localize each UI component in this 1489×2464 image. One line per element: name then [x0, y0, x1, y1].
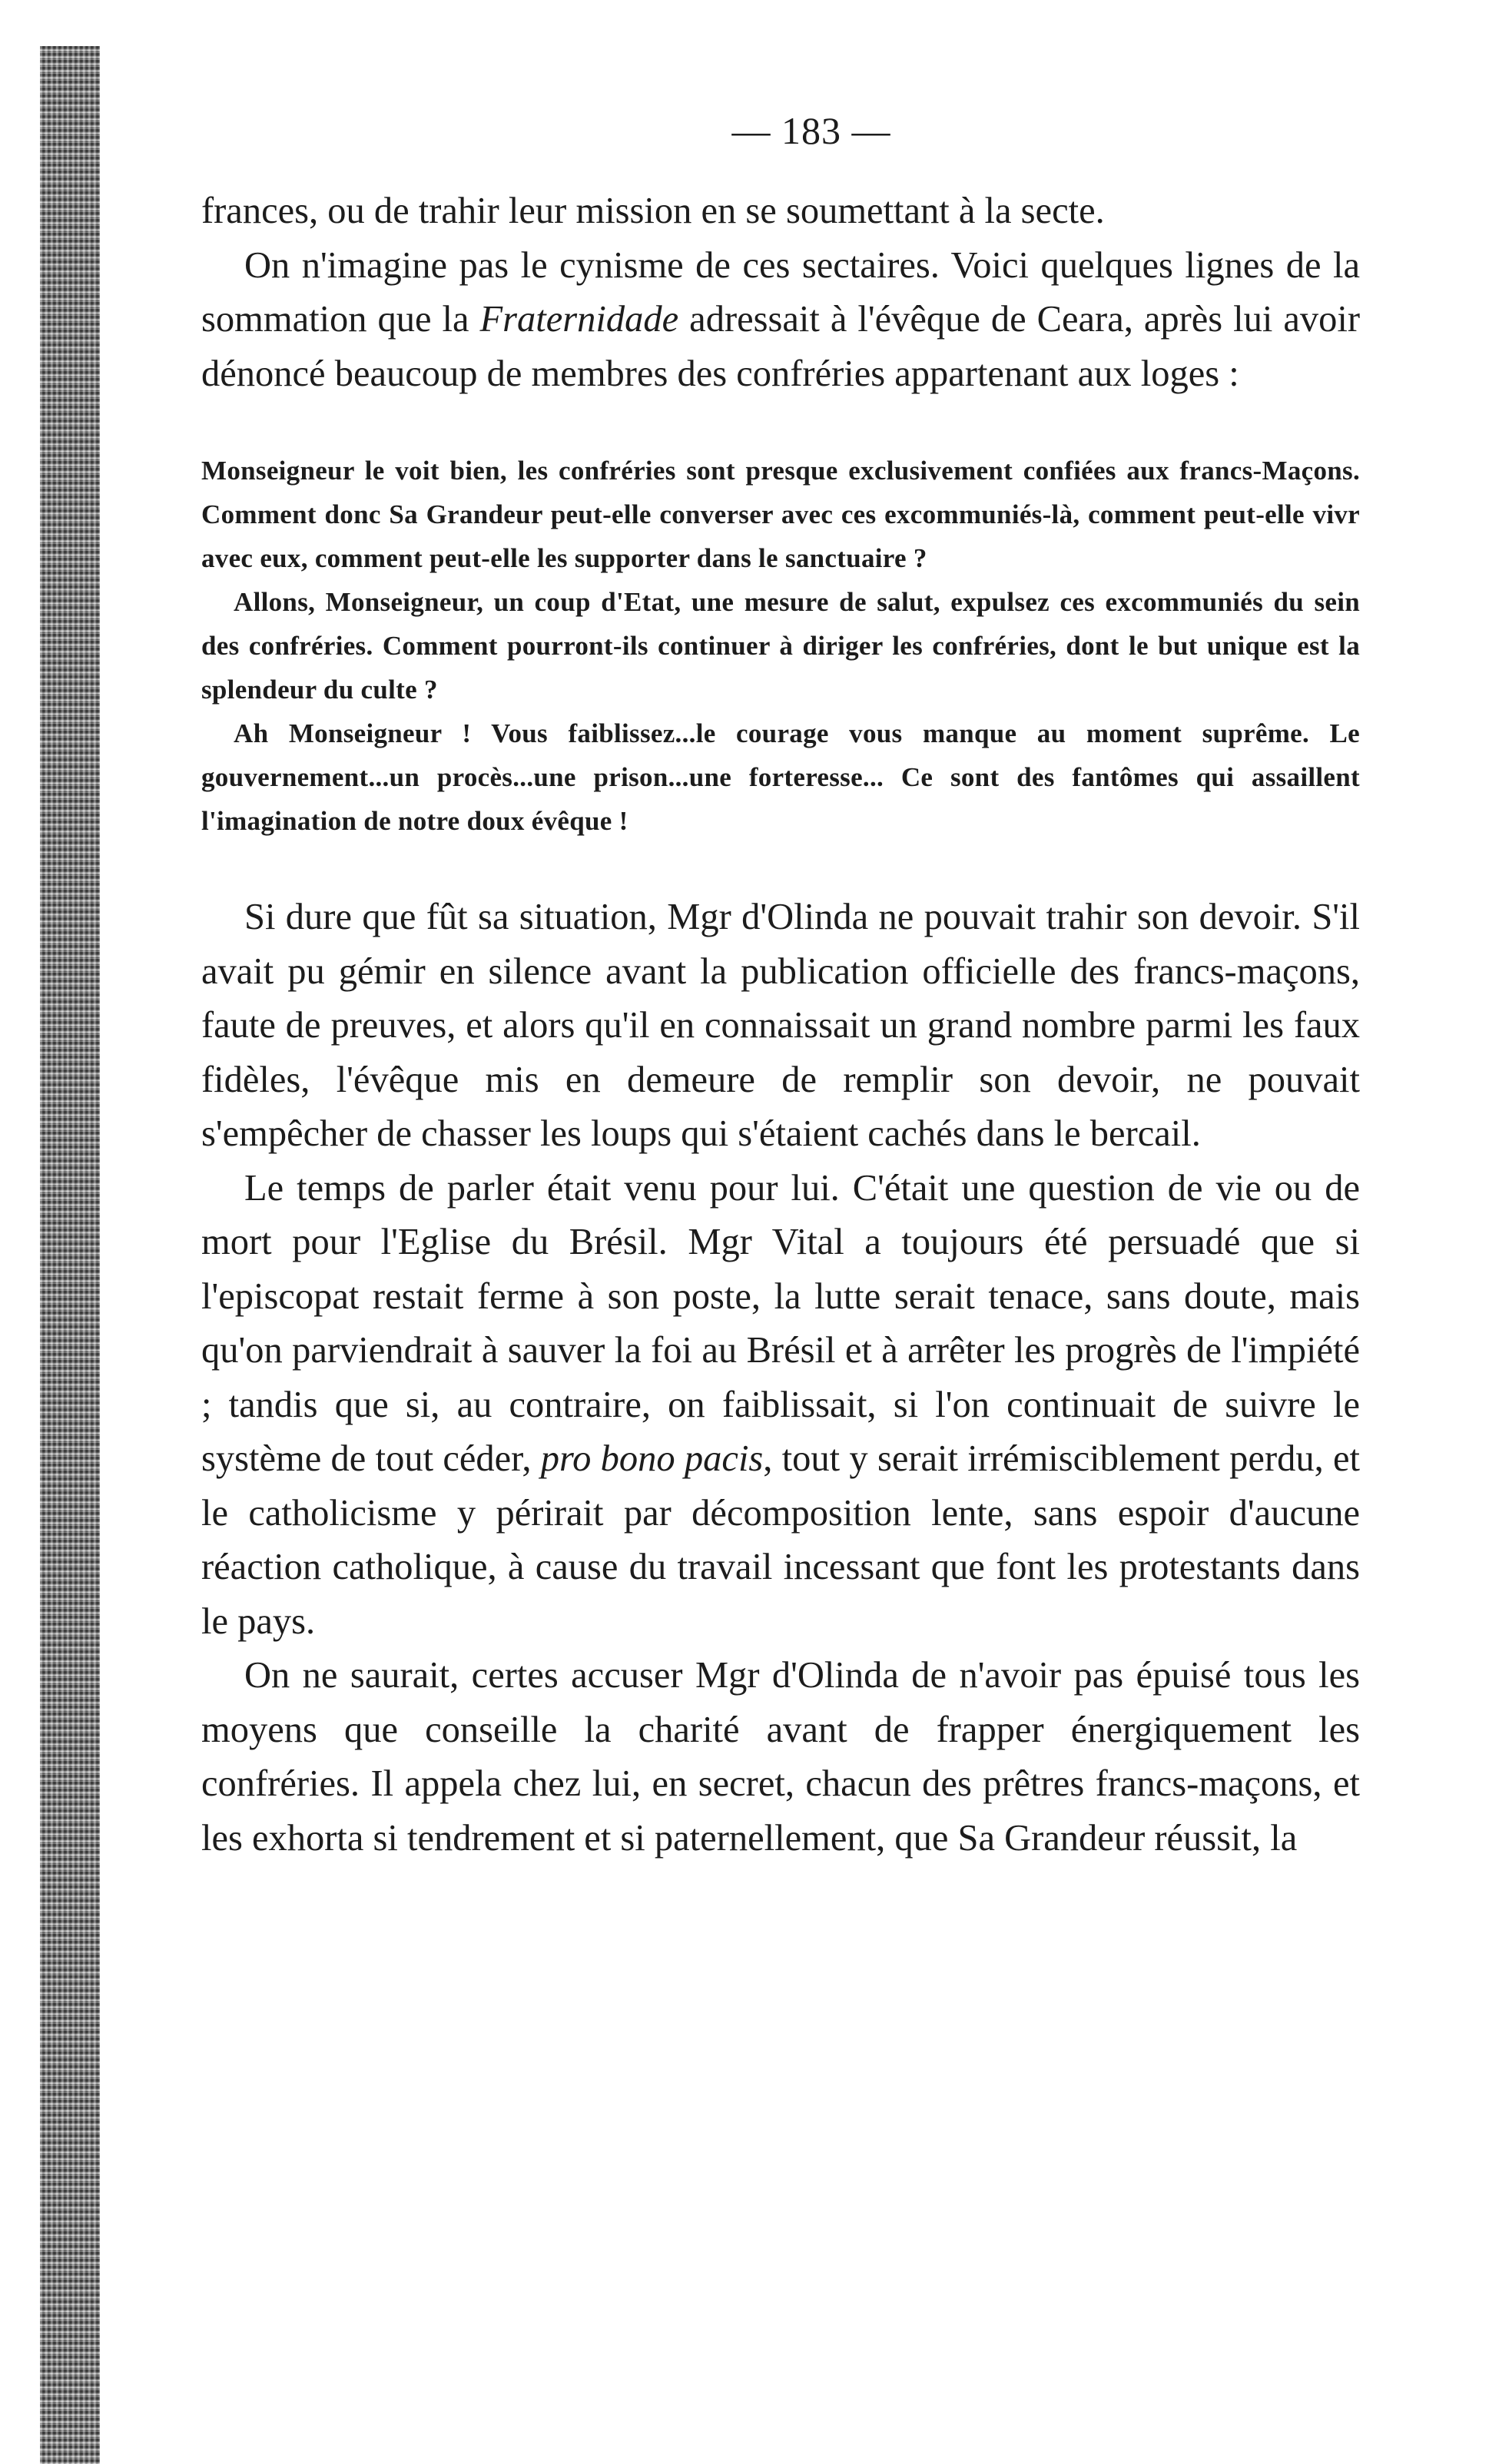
paragraph-text-end: , tout y serait irrémisciblement perdu, et le catholicisme y périrait par décomposition lente, sans espoir d'aucune réaction catholique, à cause du travail incessant que font les protestants dans le pays.: [201, 1438, 1360, 1642]
paragraph-continuation: frances, ou de trahir leur mission en se soumettant à la secte.: [201, 191, 1105, 231]
paragraph: On ne saurait, certes accuser Mgr d'Olinda de n'avoir pas épuisé tous les moyens que conseille la charité avant de frapper énergiquement les confréries. Il appela chez lui, en secret, chacun des prêtres francs-maçons, et les exhorta si tendrement et si paternellement, que Sa Grandeur réussit, la: [201, 1655, 1360, 1859]
quote-paragraph: Ah Monseigneur ! Vous faiblissez...le courage vous manque au moment suprême. Le gouvernement...un procès...une prison...une forteresse... Ce sont des fantômes qui assaillent l'imagination de notre doux évêque !: [201, 718, 1360, 836]
paragraph-intro-text: On n'imagine pas le cynisme de ces sectaires. Voici quelques lignes de la sommation que la: [201, 244, 1360, 340]
page-number: — 183 —: [731, 109, 891, 152]
scanned-binding-edge: [40, 46, 100, 2464]
italic-fraternidade: Fraternidade: [479, 299, 679, 340]
book-page: [201, 108, 1360, 1865]
paragraph: Si dure que fût sa situation, Mgr d'Olinda ne pouvait trahir son devoir. S'il avait pu gémir en silence avant la publication officielle des francs-maçons, faute de preuves, et alors qu'il en connaissait un grand nombre parmi les faux fidèles, l'évêque mis en demeure de remplir son devoir, ne pouvait s'empêcher de chasser les loups qui s'étaient cachés dans le bercail.: [201, 897, 1360, 1154]
paragraph: [201, 1162, 1360, 1650]
quote-paragraph: Allons, Monseigneur, un coup d'Etat, une mesure de salut, expulsez ces excommuniés du sein des confréries. Comment pourront-ils continuer à diriger les confréries, dont le but unique est la splendeur du culte ?: [201, 587, 1360, 705]
block-quote: [201, 449, 1360, 843]
italic-pro-bono-pacis: pro bono pacis: [540, 1438, 764, 1479]
paragraph-text: Le temps de parler était venu pour lui. C'était une question de vie ou de mort pour l'Eglise du Brésil. Mgr Vital a toujours été persuadé que si l'episcopat restait ferme à son poste, la lutte serait tenace, sans doute, mais qu'on parviendrait à sauver la foi au Brésil et à arrêter les progrès de l'impiété ; tandis que si, au contraire, on faiblissait, si l'on continuait de suivre le système de tout céder,: [201, 1167, 1360, 1479]
body-text-bottom: [201, 890, 1360, 1865]
quote-paragraph: Monseigneur le voit bien, les confréries sont presque exclusivement confiées aux francs-Maçons. Comment donc Sa Grandeur peut-elle converser avec ces excommuniés-là, comment peut-elle vivr avec eux, comment peut-elle les supporter dans le sanctuaire ?: [201, 456, 1360, 573]
paragraph-intro-text-end: adressait à l'évêque de Ceara, après lui avoir dénoncé beaucoup de membres des confréries appartenant aux loges :: [201, 299, 1360, 394]
body-text-top: [201, 184, 1360, 401]
paragraph-intro-quote: [201, 239, 1360, 402]
